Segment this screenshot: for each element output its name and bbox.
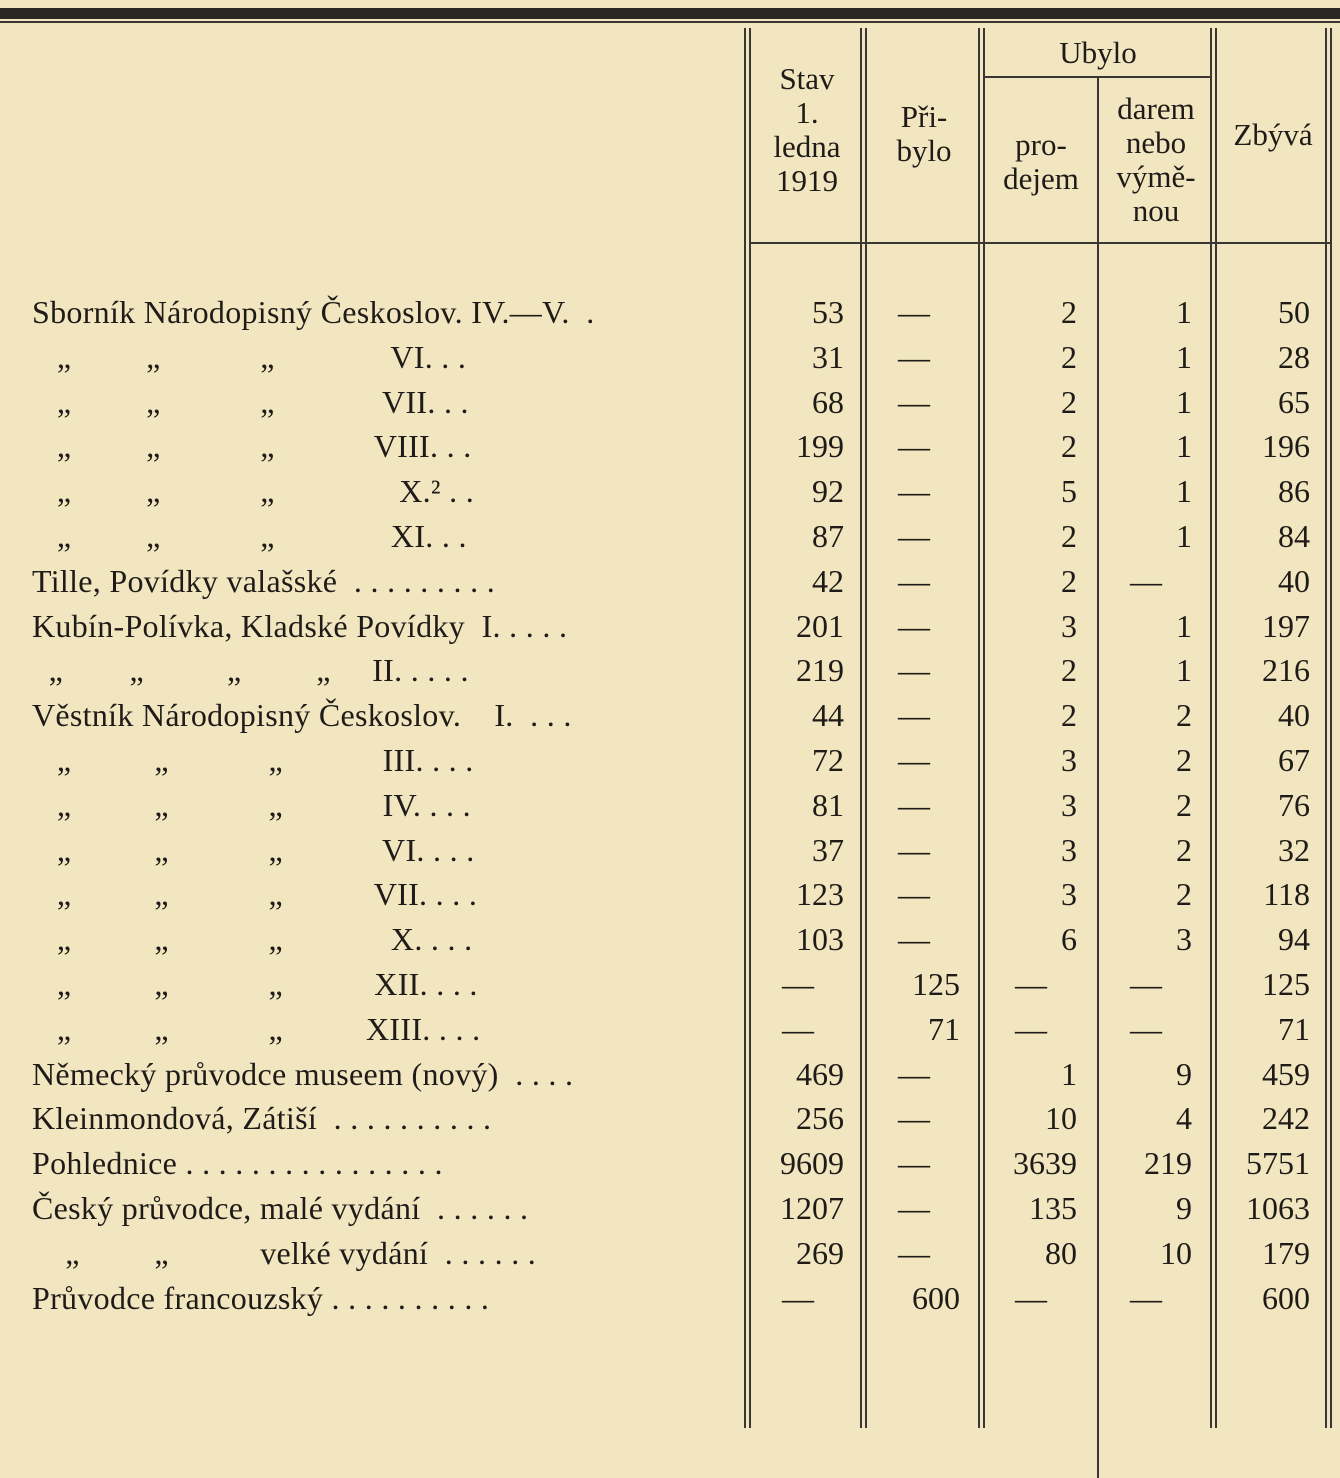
cell-prodejem: —: [1015, 1011, 1047, 1047]
row-label: „ „ „ X. . . .: [32, 921, 473, 957]
cell-pribylo: —: [898, 1056, 930, 1092]
cell-prodejem: 3: [1061, 608, 1077, 644]
cell-stav: 103: [796, 921, 844, 957]
cell-pribylo: —: [898, 1235, 930, 1271]
table-row: [0, 604, 1340, 648]
cell-prodejem: 3: [1061, 876, 1077, 912]
cell-darem: —: [1130, 966, 1162, 1002]
cell-darem: 2: [1176, 832, 1192, 868]
header-ubylo: Ubylo: [1059, 35, 1137, 70]
cell-pribylo: —: [898, 384, 930, 420]
cell-prodejem: 2: [1061, 563, 1077, 599]
cell-darem: 1: [1176, 518, 1192, 554]
cell-stav: 53: [812, 294, 844, 330]
cell-prodejem: 3: [1061, 832, 1077, 868]
cell-zbyva: 67: [1278, 742, 1310, 778]
cell-darem: 1: [1176, 294, 1192, 330]
cell-zbyva: 76: [1278, 787, 1310, 823]
cell-zbyva: 600: [1262, 1280, 1310, 1316]
cell-stav: 81: [812, 787, 844, 823]
cell-zbyva: 84: [1278, 518, 1310, 554]
cell-prodejem: 2: [1061, 384, 1077, 420]
cell-prodejem: 135: [1029, 1190, 1077, 1226]
cell-darem: —: [1130, 1280, 1162, 1316]
top-rule-thin: [0, 21, 1340, 23]
table-row: [0, 469, 1340, 513]
cell-darem: 3: [1176, 921, 1192, 957]
row-label: „ „ „ „ II. . . . .: [32, 652, 469, 688]
row-label: Kleinmondová, Zátiší . . . . . . . . . .: [32, 1100, 492, 1136]
row-label: „ „ „ VIII. . .: [32, 428, 472, 464]
table-row: [0, 335, 1340, 379]
row-label: „ „ „ XIII. . . .: [32, 1011, 481, 1047]
cell-darem: 2: [1176, 876, 1192, 912]
cell-pribylo: —: [898, 518, 930, 554]
row-label: Věstník Národopisný Českoslov. I. . . .: [32, 697, 572, 733]
row-label: „ „ „ III. . . .: [32, 742, 474, 778]
row-label: „ „ „ XII. . . .: [32, 966, 478, 1002]
cell-pribylo: —: [898, 742, 930, 778]
cell-prodejem: 5: [1061, 473, 1077, 509]
table-row: [0, 693, 1340, 737]
row-label: „ „ „ XI. . .: [32, 518, 467, 554]
header-darem: darem nebo výmě- nou: [1116, 91, 1196, 228]
cell-pribylo: —: [898, 473, 930, 509]
table-row: [0, 783, 1340, 827]
cell-stav: 31: [812, 339, 844, 375]
header-zbyva: Zbývá: [1233, 117, 1313, 152]
cell-zbyva: 28: [1278, 339, 1310, 375]
cell-pribylo: 600: [912, 1280, 960, 1316]
table-row: [0, 738, 1340, 782]
cell-prodejem: 3: [1061, 787, 1077, 823]
cell-stav: 92: [812, 473, 844, 509]
table-row: [0, 1007, 1340, 1051]
cell-stav: 199: [796, 428, 844, 464]
cell-stav: —: [782, 1280, 814, 1316]
cell-zbyva: 196: [1262, 428, 1310, 464]
table-row: [0, 648, 1340, 692]
cell-prodejem: —: [1015, 966, 1047, 1002]
row-label: Sborník Národopisný Českoslov. IV.—V. .: [32, 294, 595, 330]
cell-zbyva: 40: [1278, 697, 1310, 733]
cell-darem: 2: [1176, 697, 1192, 733]
cell-stav: 68: [812, 384, 844, 420]
table-row: [0, 514, 1340, 558]
cell-prodejem: 2: [1061, 339, 1077, 375]
cell-pribylo: —: [898, 1145, 930, 1181]
cell-stav: —: [782, 1011, 814, 1047]
row-label: „ „ „ VI. . . .: [32, 832, 475, 868]
table-row: [0, 1141, 1340, 1185]
cell-stav: 469: [796, 1056, 844, 1092]
cell-darem: 9: [1176, 1190, 1192, 1226]
cell-zbyva: 86: [1278, 473, 1310, 509]
cell-prodejem: 2: [1061, 652, 1077, 688]
header-stav: Stav 1. ledna 1919: [773, 61, 841, 198]
cell-zbyva: 94: [1278, 921, 1310, 957]
row-label: Německý průvodce museem (nový) . . . .: [32, 1056, 574, 1092]
cell-darem: 9: [1176, 1056, 1192, 1092]
cell-stav: 1207: [780, 1190, 844, 1226]
cell-stav: 256: [796, 1100, 844, 1136]
row-label: Kubín-Polívka, Kladské Povídky I. . . . .: [32, 608, 568, 644]
cell-zbyva: 459: [1262, 1056, 1310, 1092]
cell-pribylo: —: [898, 1190, 930, 1226]
cell-stav: 9609: [780, 1145, 844, 1181]
cell-zbyva: 65: [1278, 384, 1310, 420]
cell-darem: 1: [1176, 339, 1192, 375]
table-row: [0, 1052, 1340, 1096]
cell-pribylo: —: [898, 697, 930, 733]
cell-pribylo: —: [898, 294, 930, 330]
row-label: „ „ „ IV. . . .: [32, 787, 471, 823]
cell-zbyva: 216: [1262, 652, 1310, 688]
table-row: [0, 828, 1340, 872]
table-row: [0, 424, 1340, 468]
cell-zbyva: 125: [1262, 966, 1310, 1002]
cell-stav: 123: [796, 876, 844, 912]
header-rule: [749, 242, 1332, 244]
cell-zbyva: 1063: [1246, 1190, 1310, 1226]
cell-pribylo: 125: [912, 966, 960, 1002]
cell-pribylo: 71: [928, 1011, 960, 1047]
cell-stav: 37: [812, 832, 844, 868]
header-pribylo: Při- bylo: [896, 99, 952, 168]
top-rule: [0, 8, 1340, 19]
cell-prodejem: 10: [1045, 1100, 1077, 1136]
row-label: „ „ „ VI. . .: [32, 339, 467, 375]
cell-darem: 1: [1176, 473, 1192, 509]
table-row: [0, 1276, 1340, 1320]
cell-darem: —: [1130, 1011, 1162, 1047]
cell-pribylo: —: [898, 787, 930, 823]
row-label: „ „ „ VII. . .: [32, 384, 469, 420]
cell-pribylo: —: [898, 832, 930, 868]
cell-darem: 1: [1176, 384, 1192, 420]
cell-stav: 201: [796, 608, 844, 644]
cell-prodejem: 2: [1061, 518, 1077, 554]
header-prodejem: pro- dejem: [1003, 127, 1079, 196]
cell-darem: 1: [1176, 652, 1192, 688]
row-label: Pohlednice . . . . . . . . . . . . . . . .: [32, 1145, 443, 1181]
row-label: Tille, Povídky valašské . . . . . . . . .: [32, 563, 495, 599]
cell-prodejem: 2: [1061, 697, 1077, 733]
table-row: [0, 872, 1340, 916]
row-label: „ „ „ X.² . .: [32, 473, 475, 509]
cell-darem: 1: [1176, 608, 1192, 644]
table-row: [0, 962, 1340, 1006]
cell-stav: 72: [812, 742, 844, 778]
cell-prodejem: 3: [1061, 742, 1077, 778]
cell-zbyva: 179: [1262, 1235, 1310, 1271]
cell-prodejem: 80: [1045, 1235, 1077, 1271]
cell-prodejem: 1: [1061, 1056, 1077, 1092]
cell-stav: 219: [796, 652, 844, 688]
cell-prodejem: 2: [1061, 294, 1077, 330]
cell-darem: 10: [1160, 1235, 1192, 1271]
row-label: Český průvodce, malé vydání . . . . . .: [32, 1190, 529, 1226]
cell-darem: 219: [1144, 1145, 1192, 1181]
cell-zbyva: 40: [1278, 563, 1310, 599]
cell-stav: 42: [812, 563, 844, 599]
cell-pribylo: —: [898, 1100, 930, 1136]
cell-prodejem: 3639: [1013, 1145, 1077, 1181]
cell-zbyva: 71: [1278, 1011, 1310, 1047]
ubylo-rule: [983, 76, 1212, 78]
table-row: [0, 559, 1340, 603]
row-label: „ „ „ VII. . . .: [32, 876, 478, 912]
cell-zbyva: 50: [1278, 294, 1310, 330]
cell-pribylo: —: [898, 608, 930, 644]
cell-prodejem: 2: [1061, 428, 1077, 464]
cell-darem: —: [1130, 563, 1162, 599]
cell-stav: —: [782, 966, 814, 1002]
cell-darem: 1: [1176, 428, 1192, 464]
cell-zbyva: 5751: [1246, 1145, 1310, 1181]
cell-pribylo: —: [898, 652, 930, 688]
table-row: [0, 917, 1340, 961]
cell-darem: 2: [1176, 742, 1192, 778]
cell-pribylo: —: [898, 876, 930, 912]
cell-pribylo: —: [898, 339, 930, 375]
cell-stav: 269: [796, 1235, 844, 1271]
cell-zbyva: 242: [1262, 1100, 1310, 1136]
cell-pribylo: —: [898, 563, 930, 599]
table-row: [0, 1096, 1340, 1140]
table-row: [0, 1231, 1340, 1275]
cell-stav: 87: [812, 518, 844, 554]
table-row: [0, 290, 1340, 334]
cell-zbyva: 32: [1278, 832, 1310, 868]
cell-stav: 44: [812, 697, 844, 733]
cell-prodejem: —: [1015, 1280, 1047, 1316]
cell-pribylo: —: [898, 921, 930, 957]
cell-zbyva: 197: [1262, 608, 1310, 644]
cell-darem: 4: [1176, 1100, 1192, 1136]
cell-darem: 2: [1176, 787, 1192, 823]
cell-prodejem: 6: [1061, 921, 1077, 957]
table-row: [0, 380, 1340, 424]
cell-pribylo: —: [898, 428, 930, 464]
cell-zbyva: 118: [1263, 876, 1310, 912]
table-row: [0, 1186, 1340, 1230]
row-label: Průvodce francouzský . . . . . . . . . .: [32, 1280, 490, 1316]
row-label: „ „ velké vydání . . . . . .: [32, 1235, 537, 1271]
